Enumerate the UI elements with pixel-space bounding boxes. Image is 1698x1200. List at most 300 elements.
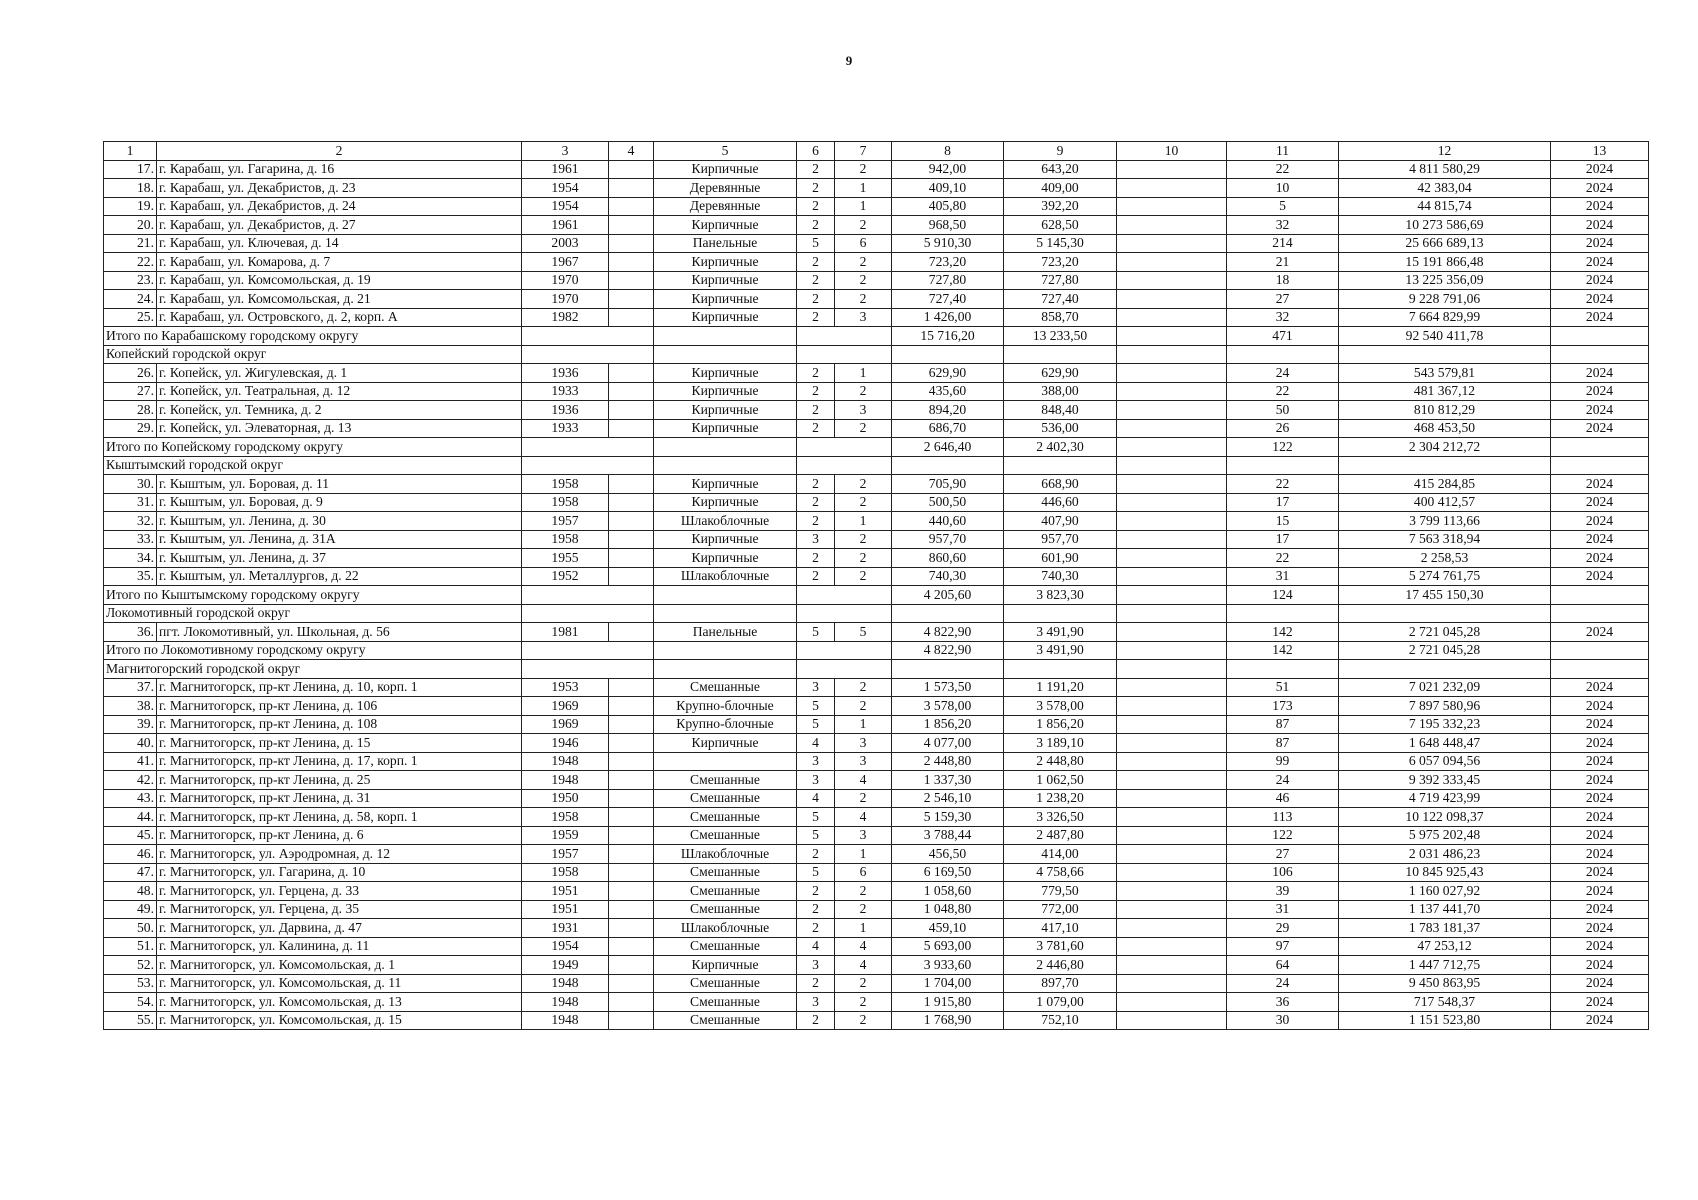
total-area-cell: 727,80 <box>892 271 1004 290</box>
living-area-cell: 1 062,50 <box>1004 771 1117 790</box>
wall-material-cell: Кирпичные <box>654 493 797 512</box>
column-10-cell <box>1117 734 1227 753</box>
row-number: 47. <box>104 863 157 882</box>
table-row <box>104 697 1649 716</box>
plan-year-cell: 2024 <box>1551 179 1649 198</box>
floors-cell: 2 <box>797 401 835 420</box>
table-row <box>104 197 1649 216</box>
total-area-cell: 5 910,30 <box>892 234 1004 253</box>
cost-cell: 10 845 925,43 <box>1339 863 1551 882</box>
empty-cell <box>1551 456 1649 475</box>
total-area-cell: 5 159,30 <box>892 808 1004 827</box>
column-4-cell <box>609 216 654 235</box>
living-area-cell: 727,40 <box>1004 290 1117 309</box>
total-area-cell: 405,80 <box>892 197 1004 216</box>
address-cell: г. Копейск, ул. Элеваторная, д. 13 <box>157 419 522 438</box>
row-number: 48. <box>104 882 157 901</box>
residents-cell: 50 <box>1227 401 1339 420</box>
row-number: 51. <box>104 937 157 956</box>
empty-cell <box>522 586 654 605</box>
total-area-cell: 1 704,00 <box>892 974 1004 993</box>
total-area-cell: 1 768,90 <box>892 1011 1004 1030</box>
entrances-cell: 2 <box>835 253 892 272</box>
empty-cell <box>1551 586 1649 605</box>
floors-cell: 4 <box>797 734 835 753</box>
row-number: 27. <box>104 382 157 401</box>
living-area-cell: 3 491,90 <box>1004 623 1117 642</box>
row-number: 18. <box>104 179 157 198</box>
column-4-cell <box>609 179 654 198</box>
total-area-cell: 2 448,80 <box>892 752 1004 771</box>
column-10-cell <box>1117 549 1227 568</box>
column-4-cell <box>609 937 654 956</box>
address-cell: г. Магнитогорск, пр-кт Ленина, д. 6 <box>157 826 522 845</box>
row-number: 34. <box>104 549 157 568</box>
empty-cell <box>654 327 797 346</box>
empty-cell <box>1004 456 1117 475</box>
residents-cell: 15 <box>1227 512 1339 531</box>
cost-cell: 9 228 791,06 <box>1339 290 1551 309</box>
plan-year-cell: 2024 <box>1551 882 1649 901</box>
cost-cell: 1 137 441,70 <box>1339 900 1551 919</box>
residents-cell: 36 <box>1227 993 1339 1012</box>
entrances-cell: 5 <box>835 623 892 642</box>
row-number: 25. <box>104 308 157 327</box>
total-area-cell: 727,40 <box>892 290 1004 309</box>
row-number: 46. <box>104 845 157 864</box>
table-row <box>104 160 1649 179</box>
wall-material-cell: Смешанные <box>654 882 797 901</box>
residents-cell: 32 <box>1227 308 1339 327</box>
year-cell: 1948 <box>522 974 609 993</box>
entrances-cell: 2 <box>835 493 892 512</box>
plan-year-cell: 2024 <box>1551 216 1649 235</box>
residents-cell: 30 <box>1227 1011 1339 1030</box>
cost-cell: 400 412,57 <box>1339 493 1551 512</box>
residents-cell: 18 <box>1227 271 1339 290</box>
residents-cell: 64 <box>1227 956 1339 975</box>
column-header: 12 <box>1339 142 1551 161</box>
total-area-cell: 500,50 <box>892 493 1004 512</box>
wall-material-cell: Шлакоблочные <box>654 919 797 938</box>
column-4-cell <box>609 271 654 290</box>
wall-material-cell: Смешанные <box>654 993 797 1012</box>
plan-year-cell: 2024 <box>1551 697 1649 716</box>
cost-cell: 415 284,85 <box>1339 475 1551 494</box>
living-area-cell: 414,00 <box>1004 845 1117 864</box>
wall-material-cell: Кирпичные <box>654 216 797 235</box>
cost-cell: 7 664 829,99 <box>1339 308 1551 327</box>
column-header: 8 <box>892 142 1004 161</box>
cost-cell: 7 195 332,23 <box>1339 715 1551 734</box>
column-4-cell <box>609 493 654 512</box>
table-row <box>104 512 1649 531</box>
total-area-cell: 942,00 <box>892 160 1004 179</box>
total-area-cell: 6 169,50 <box>892 863 1004 882</box>
table-row <box>104 401 1649 420</box>
empty-cell <box>522 327 654 346</box>
empty-cell <box>1551 641 1649 660</box>
residents-cell: 122 <box>1227 826 1339 845</box>
plan-year-cell: 2024 <box>1551 678 1649 697</box>
column-4-cell <box>609 697 654 716</box>
year-cell: 1948 <box>522 752 609 771</box>
living-area-cell: 772,00 <box>1004 900 1117 919</box>
total-area-cell: 440,60 <box>892 512 1004 531</box>
year-cell: 1948 <box>522 771 609 790</box>
living-area-cell: 4 758,66 <box>1004 863 1117 882</box>
cost-cell: 9 392 333,45 <box>1339 771 1551 790</box>
column-4-cell <box>609 956 654 975</box>
address-cell: г. Кыштым, ул. Ленина, д. 31А <box>157 530 522 549</box>
residents-cell: 39 <box>1227 882 1339 901</box>
living-area-cell: 536,00 <box>1004 419 1117 438</box>
subtotal-label: Итого по Карабашскому городскому округу <box>104 327 522 346</box>
row-number: 21. <box>104 234 157 253</box>
plan-year-cell: 2024 <box>1551 993 1649 1012</box>
row-number: 49. <box>104 900 157 919</box>
column-4-cell <box>609 382 654 401</box>
address-cell: г. Карабаш, ул. Гагарина, д. 16 <box>157 160 522 179</box>
column-4-cell <box>609 308 654 327</box>
entrances-cell: 2 <box>835 216 892 235</box>
residents-cell: 21 <box>1227 253 1339 272</box>
wall-material-cell: Панельные <box>654 623 797 642</box>
entrances-cell: 6 <box>835 863 892 882</box>
empty-cell <box>654 438 797 457</box>
table-row <box>104 290 1649 309</box>
cost-cell: 810 812,29 <box>1339 401 1551 420</box>
floors-cell: 5 <box>797 623 835 642</box>
residents-cell: 22 <box>1227 160 1339 179</box>
plan-year-cell: 2024 <box>1551 475 1649 494</box>
table-row <box>104 826 1649 845</box>
table-row <box>104 900 1649 919</box>
table-row <box>104 789 1649 808</box>
empty-cell <box>1004 660 1117 679</box>
cost-cell: 15 191 866,48 <box>1339 253 1551 272</box>
residents-cell: 99 <box>1227 752 1339 771</box>
entrances-cell: 1 <box>835 179 892 198</box>
subtotal-row <box>104 586 1649 605</box>
row-number: 29. <box>104 419 157 438</box>
entrances-cell: 3 <box>835 401 892 420</box>
table-row <box>104 179 1649 198</box>
year-cell: 1958 <box>522 493 609 512</box>
cost-cell: 47 253,12 <box>1339 937 1551 956</box>
year-cell: 1951 <box>522 900 609 919</box>
table-row <box>104 549 1649 568</box>
address-cell: г. Кыштым, ул. Ленина, д. 37 <box>157 549 522 568</box>
total-area-cell: 1 426,00 <box>892 308 1004 327</box>
entrances-cell: 2 <box>835 530 892 549</box>
floors-cell: 2 <box>797 512 835 531</box>
plan-year-cell: 2024 <box>1551 253 1649 272</box>
address-cell: г. Магнитогорск, пр-кт Ленина, д. 17, корп. 1 <box>157 752 522 771</box>
residents-cell: 27 <box>1227 290 1339 309</box>
column-4-cell <box>609 993 654 1012</box>
empty-cell <box>1117 456 1227 475</box>
floors-cell: 2 <box>797 382 835 401</box>
wall-material-cell: Смешанные <box>654 974 797 993</box>
address-cell: г. Магнитогорск, ул. Гагарина, д. 10 <box>157 863 522 882</box>
floors-cell: 5 <box>797 863 835 882</box>
wall-material-cell: Кирпичные <box>654 530 797 549</box>
empty-cell <box>892 604 1004 623</box>
year-cell: 1958 <box>522 863 609 882</box>
column-10-cell <box>1117 179 1227 198</box>
floors-cell: 2 <box>797 308 835 327</box>
section-header-row <box>104 456 1649 475</box>
cost-cell: 10 273 586,69 <box>1339 216 1551 235</box>
column-header: 2 <box>157 142 522 161</box>
column-number-row <box>104 142 1649 161</box>
year-cell: 1981 <box>522 623 609 642</box>
entrances-cell: 2 <box>835 271 892 290</box>
total-area-cell: 2 546,10 <box>892 789 1004 808</box>
year-cell: 1970 <box>522 271 609 290</box>
total-area-cell: 1 058,60 <box>892 882 1004 901</box>
column-10-cell <box>1117 752 1227 771</box>
total-area-cell: 1 856,20 <box>892 715 1004 734</box>
wall-material-cell: Смешанные <box>654 808 797 827</box>
row-number: 20. <box>104 216 157 235</box>
entrances-cell: 4 <box>835 808 892 827</box>
plan-year-cell: 2024 <box>1551 271 1649 290</box>
empty-cell <box>1117 660 1227 679</box>
empty-cell <box>1004 345 1117 364</box>
year-cell: 1954 <box>522 179 609 198</box>
column-10-cell <box>1117 512 1227 531</box>
column-10-cell <box>1117 900 1227 919</box>
year-cell: 1948 <box>522 993 609 1012</box>
column-4-cell <box>609 808 654 827</box>
residents-cell: 122 <box>1227 438 1339 457</box>
row-number: 33. <box>104 530 157 549</box>
address-cell: г. Магнитогорск, ул. Герцена, д. 35 <box>157 900 522 919</box>
wall-material-cell: Кирпичные <box>654 290 797 309</box>
wall-material-cell: Шлакоблочные <box>654 845 797 864</box>
year-cell: 1958 <box>522 808 609 827</box>
year-cell: 1957 <box>522 512 609 531</box>
floors-cell: 2 <box>797 419 835 438</box>
column-header: 3 <box>522 142 609 161</box>
year-cell: 1959 <box>522 826 609 845</box>
plan-year-cell: 2024 <box>1551 956 1649 975</box>
address-cell: г. Карабаш, ул. Декабристов, д. 27 <box>157 216 522 235</box>
entrances-cell: 1 <box>835 845 892 864</box>
column-4-cell <box>609 364 654 383</box>
cost-cell: 7 563 318,94 <box>1339 530 1551 549</box>
plan-year-cell: 2024 <box>1551 493 1649 512</box>
living-area-cell: 407,90 <box>1004 512 1117 531</box>
total-area-cell: 3 578,00 <box>892 697 1004 716</box>
column-4-cell <box>609 863 654 882</box>
column-4-cell <box>609 734 654 753</box>
empty-cell <box>1117 327 1227 346</box>
residents-cell: 214 <box>1227 234 1339 253</box>
year-cell: 1967 <box>522 253 609 272</box>
cost-cell: 1 151 523,80 <box>1339 1011 1551 1030</box>
cost-cell: 9 450 863,95 <box>1339 974 1551 993</box>
address-cell: г. Кыштым, ул. Металлургов, д. 22 <box>157 567 522 586</box>
row-number: 37. <box>104 678 157 697</box>
year-cell: 2003 <box>522 234 609 253</box>
address-cell: г. Карабаш, ул. Декабристов, д. 23 <box>157 179 522 198</box>
plan-year-cell: 2024 <box>1551 845 1649 864</box>
living-area-cell: 2 448,80 <box>1004 752 1117 771</box>
floors-cell: 2 <box>797 216 835 235</box>
empty-cell <box>1227 456 1339 475</box>
empty-cell <box>892 345 1004 364</box>
floors-cell: 2 <box>797 271 835 290</box>
plan-year-cell: 2024 <box>1551 401 1649 420</box>
plan-year-cell: 2024 <box>1551 234 1649 253</box>
entrances-cell: 2 <box>835 382 892 401</box>
floors-cell: 2 <box>797 493 835 512</box>
empty-cell <box>522 438 654 457</box>
year-cell: 1954 <box>522 937 609 956</box>
residents-cell: 142 <box>1227 641 1339 660</box>
residents-cell: 22 <box>1227 475 1339 494</box>
floors-cell: 2 <box>797 197 835 216</box>
wall-material-cell: Кирпичные <box>654 549 797 568</box>
floors-cell: 2 <box>797 549 835 568</box>
year-cell: 1936 <box>522 401 609 420</box>
wall-material-cell: Смешанные <box>654 771 797 790</box>
entrances-cell: 2 <box>835 160 892 179</box>
total-area-cell: 1 337,30 <box>892 771 1004 790</box>
wall-material-cell: Кирпичные <box>654 308 797 327</box>
living-area-cell: 727,80 <box>1004 271 1117 290</box>
column-10-cell <box>1117 419 1227 438</box>
row-number: 26. <box>104 364 157 383</box>
total-area-cell: 4 205,60 <box>892 586 1004 605</box>
empty-cell <box>522 456 654 475</box>
address-cell: г. Магнитогорск, пр-кт Ленина, д. 10, корп. 1 <box>157 678 522 697</box>
living-area-cell: 643,20 <box>1004 160 1117 179</box>
cost-cell: 10 122 098,37 <box>1339 808 1551 827</box>
residents-cell: 10 <box>1227 179 1339 198</box>
column-4-cell <box>609 234 654 253</box>
row-number: 53. <box>104 974 157 993</box>
table-row <box>104 623 1649 642</box>
cost-cell: 17 455 150,30 <box>1339 586 1551 605</box>
table-row <box>104 567 1649 586</box>
address-cell: г. Карабаш, ул. Комарова, д. 7 <box>157 253 522 272</box>
column-header: 6 <box>797 142 835 161</box>
table-row <box>104 771 1649 790</box>
column-4-cell <box>609 567 654 586</box>
row-number: 39. <box>104 715 157 734</box>
column-4-cell <box>609 771 654 790</box>
column-10-cell <box>1117 160 1227 179</box>
address-cell: г. Кыштым, ул. Боровая, д. 9 <box>157 493 522 512</box>
plan-year-cell: 2024 <box>1551 419 1649 438</box>
year-cell: 1961 <box>522 160 609 179</box>
column-10-cell <box>1117 216 1227 235</box>
floors-cell: 2 <box>797 1011 835 1030</box>
entrances-cell: 1 <box>835 197 892 216</box>
year-cell: 1958 <box>522 475 609 494</box>
plan-year-cell: 2024 <box>1551 863 1649 882</box>
cost-cell: 6 057 094,56 <box>1339 752 1551 771</box>
cost-cell: 5 975 202,48 <box>1339 826 1551 845</box>
total-area-cell: 1 048,80 <box>892 900 1004 919</box>
empty-cell <box>1117 604 1227 623</box>
table-row <box>104 974 1649 993</box>
column-10-cell <box>1117 197 1227 216</box>
wall-material-cell: Крупно-блочные <box>654 697 797 716</box>
year-cell: 1957 <box>522 845 609 864</box>
table-row <box>104 364 1649 383</box>
empty-cell <box>1339 456 1551 475</box>
address-cell: г. Магнитогорск, пр-кт Ленина, д. 106 <box>157 697 522 716</box>
table-row <box>104 845 1649 864</box>
living-area-cell: 897,70 <box>1004 974 1117 993</box>
floors-cell: 5 <box>797 808 835 827</box>
wall-material-cell: Кирпичные <box>654 364 797 383</box>
floors-cell: 3 <box>797 530 835 549</box>
living-area-cell: 417,10 <box>1004 919 1117 938</box>
floors-cell: 2 <box>797 919 835 938</box>
wall-material-cell: Смешанные <box>654 863 797 882</box>
residents-cell: 31 <box>1227 567 1339 586</box>
address-cell: г. Карабаш, ул. Комсомольская, д. 21 <box>157 290 522 309</box>
wall-material-cell: Смешанные <box>654 678 797 697</box>
living-area-cell: 629,90 <box>1004 364 1117 383</box>
plan-year-cell: 2024 <box>1551 290 1649 309</box>
plan-year-cell: 2024 <box>1551 808 1649 827</box>
plan-year-cell: 2024 <box>1551 919 1649 938</box>
floors-cell: 3 <box>797 956 835 975</box>
cost-cell: 1 447 712,75 <box>1339 956 1551 975</box>
plan-year-cell: 2024 <box>1551 197 1649 216</box>
empty-cell <box>1551 438 1649 457</box>
table-row <box>104 937 1649 956</box>
wall-material-cell: Панельные <box>654 234 797 253</box>
column-header: 1 <box>104 142 157 161</box>
living-area-cell: 1 191,20 <box>1004 678 1117 697</box>
residents-cell: 22 <box>1227 382 1339 401</box>
wall-material-cell: Шлакоблочные <box>654 512 797 531</box>
residents-cell: 124 <box>1227 586 1339 605</box>
plan-year-cell: 2024 <box>1551 1011 1649 1030</box>
wall-material-cell: Кирпичные <box>654 734 797 753</box>
residents-cell: 5 <box>1227 197 1339 216</box>
section-header-row <box>104 660 1649 679</box>
plan-year-cell: 2024 <box>1551 382 1649 401</box>
column-4-cell <box>609 845 654 864</box>
column-10-cell <box>1117 919 1227 938</box>
empty-cell <box>892 456 1004 475</box>
total-area-cell: 3 933,60 <box>892 956 1004 975</box>
address-cell: г. Магнитогорск, ул. Комсомольская, д. 1 <box>157 956 522 975</box>
entrances-cell: 3 <box>835 752 892 771</box>
plan-year-cell: 2024 <box>1551 752 1649 771</box>
row-number: 41. <box>104 752 157 771</box>
column-4-cell <box>609 678 654 697</box>
column-4-cell <box>609 290 654 309</box>
cost-cell: 2 721 045,28 <box>1339 641 1551 660</box>
column-4-cell <box>609 715 654 734</box>
residents-cell: 29 <box>1227 919 1339 938</box>
entrances-cell: 3 <box>835 734 892 753</box>
section-label: Копейский городской округ <box>104 345 522 364</box>
empty-cell <box>797 604 892 623</box>
column-10-cell <box>1117 678 1227 697</box>
empty-cell <box>1117 345 1227 364</box>
